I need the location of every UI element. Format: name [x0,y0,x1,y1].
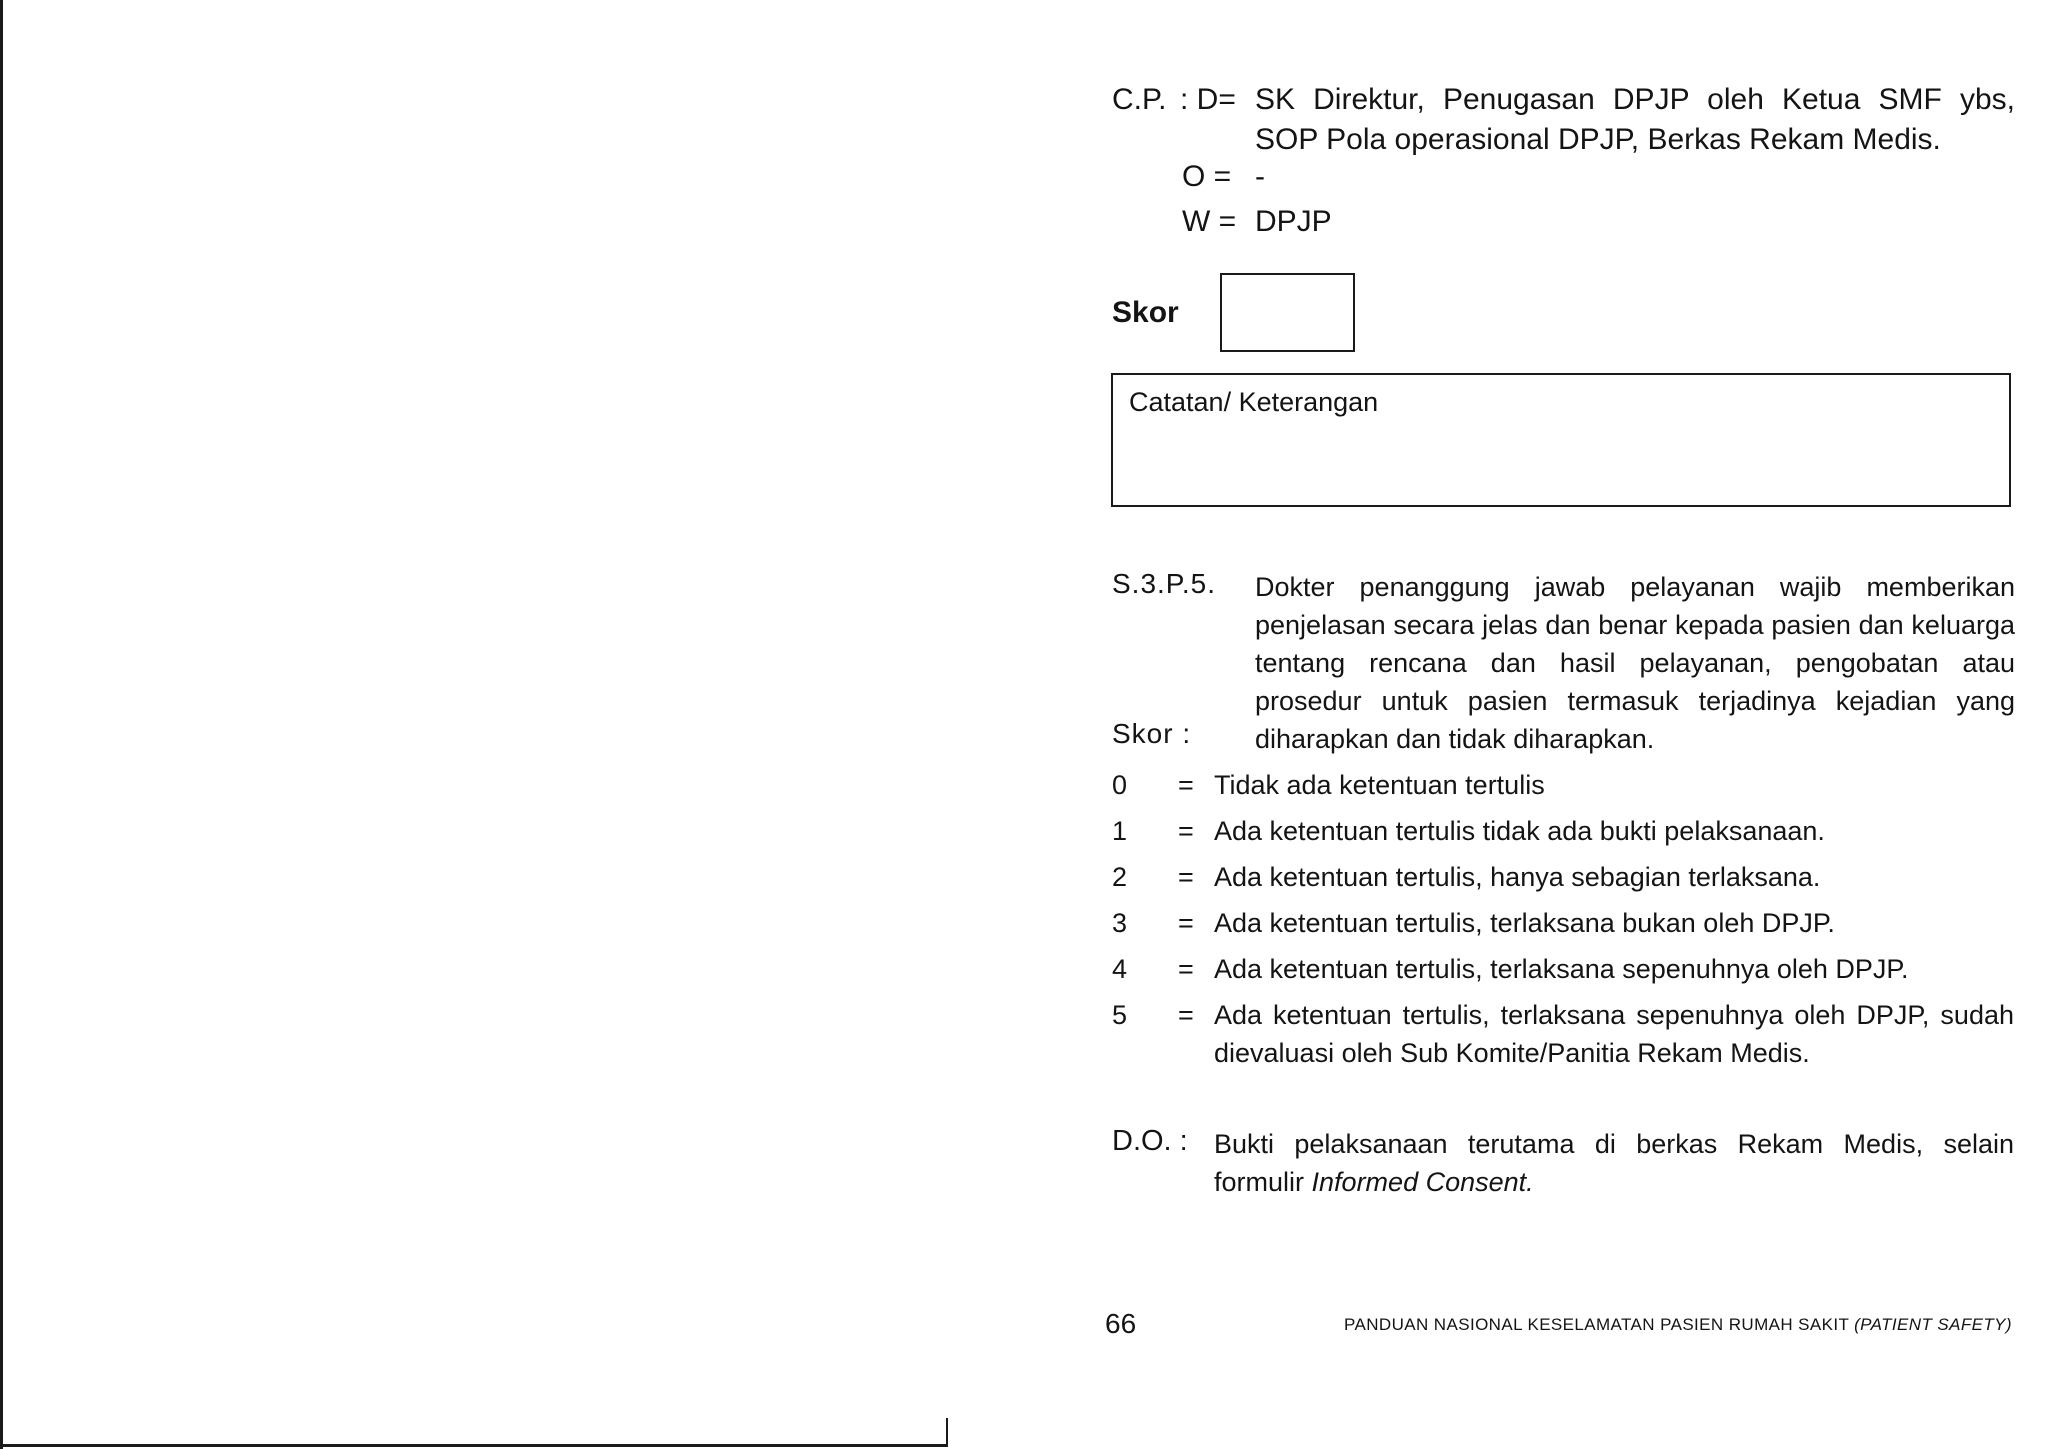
notes-label: Catatan/ Keterangan [1129,387,1379,417]
do-text [1214,1125,2014,1201]
cp-o-key: O = [1182,160,1232,193]
do-label: D.O. : [1112,1125,1188,1157]
running-head [1344,1315,2012,1335]
score-description: Ada ketentuan tertulis, terlaksana sepenuhnya oleh DPJP. [1214,954,1909,984]
do-text-italic: Informed Consent. [1311,1167,1534,1197]
score-number: 0 [1112,770,1128,800]
score-equals: = [1178,770,1194,800]
cp-w-key: W = [1182,205,1237,238]
skor-input-box[interactable] [1220,273,1355,352]
cp-label: C.P. [1112,83,1167,116]
score-equals: = [1178,816,1194,846]
score-number: 1 [1112,816,1128,846]
running-head-text: PANDUAN NASIONAL KESELAMATAN PASIEN RUMAH SAKIT [1344,1315,1849,1334]
score-number: 2 [1112,862,1128,892]
score-equals: = [1178,1000,1194,1030]
running-head-italic: (PATIENT SAFETY) [1854,1315,2012,1334]
score-number: 4 [1112,954,1128,984]
standard-text: Dokter penanggung jawab pelayanan wajib memberikan penjelasan secara jelas dan benar kepada pasien dan keluarga tentang rencana dan hasil pelayanan, pengobatan atau prosedur untuk pasien termasuk terjadinya kejadian yang diharapkan dan tidak diharapkan. [1255,572,2015,754]
score-heading: Skor : [1112,718,1192,749]
scan-fold-mark [946,1418,948,1447]
cp-o-value: - [1255,160,1265,193]
score-equals: = [1178,862,1194,892]
standard-code: S.3.P.5. [1112,568,1217,599]
score-equals: = [1178,908,1194,938]
score-number: 3 [1112,908,1128,938]
score-description: Ada ketentuan tertulis, terlaksana sepenuhnya oleh DPJP, sudah dievaluasi oleh Sub Komite/Panitia Rekam Medis. [1214,1000,2014,1068]
scan-bottom-edge [0,1444,948,1447]
cp-d-key: : D= [1180,83,1236,116]
cp-d-value: SK Direktur, Penugasan DPJP oleh Ketua SMF ybs, SOP Pola operasional DPJP, Berkas Rekam Medis. [1255,83,2015,156]
score-description: Ada ketentuan tertulis tidak ada bukti pelaksanaan. [1214,816,1825,846]
do-text-body: Bukti pelaksanaan terutama di berkas Rekam Medis, selain formulir [1214,1129,2014,1197]
score-description: Ada ketentuan tertulis, terlaksana bukan oleh DPJP. [1214,908,1835,938]
score-equals: = [1178,954,1194,984]
page-number: 66 [1105,1308,1137,1339]
cp-w-value: DPJP [1255,205,1332,238]
notes-box[interactable] [1111,373,2011,507]
scan-left-edge [0,0,3,1449]
score-number: 5 [1112,1000,1128,1030]
score-description: Tidak ada ketentuan tertulis [1214,770,1545,800]
skor-box-label: Skor [1112,296,1179,329]
score-description: Ada ketentuan tertulis, hanya sebagian terlaksana. [1214,862,1821,892]
